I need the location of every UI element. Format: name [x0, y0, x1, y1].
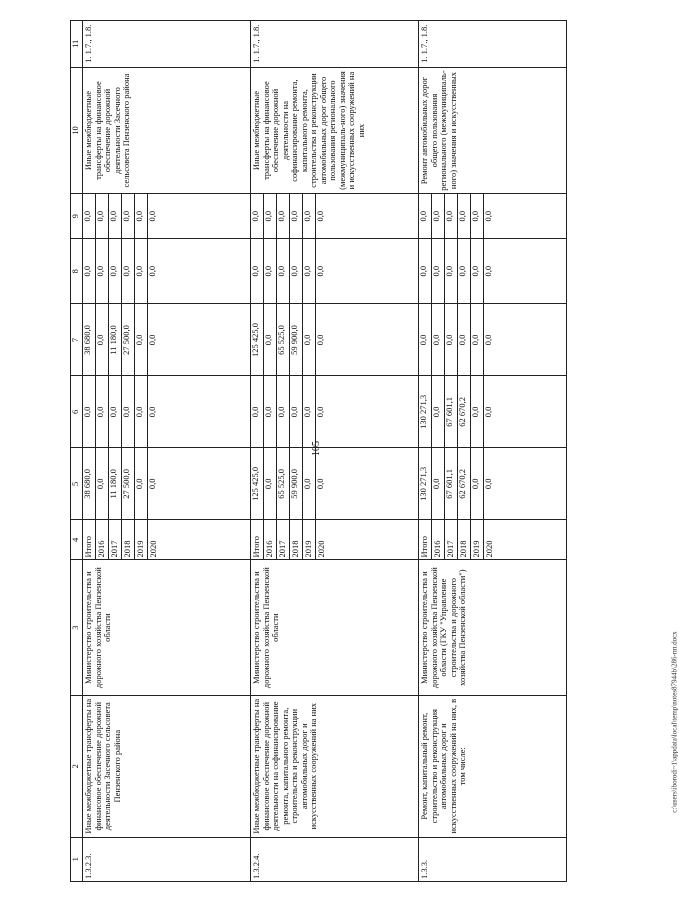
value-cell: 0,0: [303, 194, 316, 238]
value-cell: 0,0: [264, 376, 277, 448]
value-cell: 0,0: [458, 304, 471, 376]
value-cell: 0,0: [135, 448, 148, 520]
value-cell: 0,0: [471, 376, 484, 448]
value-cell: 0,0: [264, 448, 277, 520]
value-cell: 0,0: [251, 238, 264, 304]
header-col-8: 8: [71, 238, 83, 304]
value-cell: 0,0: [316, 238, 419, 304]
value-cell: 0,0: [484, 448, 567, 520]
row-executor: Министерство строительства и дорожного хозяйства Пензенской области (ГКУ "Управление строительства и дорожного хозяйства Пензенской области"): [419, 560, 567, 695]
value-cell: 0,0: [484, 238, 567, 304]
year-cell: 2020: [484, 520, 567, 560]
header-col-3: 3: [71, 560, 83, 695]
value-cell: 0,0: [445, 194, 458, 238]
row-link: 1. 1.7., 1.8.: [83, 21, 251, 68]
value-cell: 0,0: [432, 448, 445, 520]
year-cell: 2016: [264, 520, 277, 560]
value-cell: 0,0: [122, 238, 135, 304]
value-cell: 0,0: [148, 304, 251, 376]
page-number: 105: [311, 441, 322, 456]
value-cell: 62 670,2: [458, 376, 471, 448]
year-cell: Итого: [419, 520, 432, 560]
value-cell: 0,0: [484, 376, 567, 448]
value-cell: 0,0: [458, 194, 471, 238]
year-cell: 2019: [303, 520, 316, 560]
row-result: Иные межбюджетные трансферты на финансовое обеспечение дорожной деятельности Засечного сельсовета Пензенского района: [83, 67, 251, 194]
value-cell: 0,0: [432, 238, 445, 304]
value-cell: 0,0: [445, 238, 458, 304]
row-link: 1. 1.7., 1.8.: [419, 21, 567, 68]
program-table: [70, 20, 567, 882]
value-cell: 0,0: [484, 304, 567, 376]
value-cell: 0,0: [96, 448, 109, 520]
header-row: [71, 21, 83, 882]
value-cell: 0,0: [316, 304, 419, 376]
value-cell: 0,0: [419, 238, 432, 304]
year-cell: Итого: [83, 520, 96, 560]
row-code: 1.3.2.3.: [83, 837, 251, 881]
value-cell: 62 670,2: [458, 448, 471, 520]
value-cell: 0,0: [83, 238, 96, 304]
header-col-9: 9: [71, 194, 83, 238]
value-cell: 0,0: [316, 448, 419, 520]
program-table-container: [70, 20, 630, 882]
value-cell: 0,0: [251, 194, 264, 238]
value-cell: 11 180,0: [109, 304, 122, 376]
row-result: Ремонт автомобильных дорог общего пользования регионального (межмуниципаль-ного) значения и искусственных: [419, 67, 567, 194]
value-cell: 0,0: [135, 194, 148, 238]
value-cell: 0,0: [471, 194, 484, 238]
value-cell: 0,0: [277, 194, 290, 238]
value-cell: 0,0: [419, 304, 432, 376]
value-cell: 0,0: [148, 376, 251, 448]
row-link: 1. 1.7., 1.8.: [251, 21, 419, 68]
value-cell: 0,0: [432, 304, 445, 376]
footer-file-path: c:\users\iborodi~1\appdata\local\temp\notes87944b\286-пп.docx: [670, 631, 679, 813]
value-cell: 0,0: [419, 194, 432, 238]
value-cell: 0,0: [109, 194, 122, 238]
header-col-10: 10: [71, 67, 83, 194]
value-cell: 0,0: [471, 304, 484, 376]
year-cell: 2018: [122, 520, 135, 560]
row-result: Иные межбюджетные трансферты на финансовое обеспечение дорожной деятельности на софинансирование ремонта, капитального ремонта, строительства и реконструкции автомобильных дорог общего пользования регионального (межмуниципаль-ного) значения и искусственных сооружений на них: [251, 67, 419, 194]
year-cell: 2019: [471, 520, 484, 560]
value-cell: 0,0: [432, 194, 445, 238]
row-executor: Министерство строительства и дорожного хозяйства Пензенской области: [83, 560, 251, 695]
year-cell: 2017: [109, 520, 122, 560]
row-name: Иные межбюджетные трансферты на финансовое обеспечение дорожной деятельности на софинансирование ремонта, капитального ремонта, строительства и реконструкции автомобильных дорог и искусственных сооружений на них: [251, 695, 419, 837]
value-cell: 0,0: [264, 238, 277, 304]
value-cell: 0,0: [290, 376, 303, 448]
header-col-1: 1: [71, 837, 83, 881]
table-row: [83, 21, 96, 882]
header-col-5: 5: [71, 448, 83, 520]
year-cell: 2018: [290, 520, 303, 560]
value-cell: 0,0: [122, 194, 135, 238]
value-cell: 0,0: [83, 376, 96, 448]
row-name: Ремонт, капитальный ремонт, строительство и реконструкция автомобильных дорог и искусственных сооружений на них, в том числе:: [419, 695, 567, 837]
value-cell: 27 500,0: [122, 304, 135, 376]
value-cell: 65 525,0: [277, 304, 290, 376]
value-cell: 0,0: [458, 238, 471, 304]
value-cell: 0,0: [316, 376, 419, 448]
value-cell: 0,0: [135, 238, 148, 304]
value-cell: 0,0: [471, 448, 484, 520]
table-body: [83, 21, 567, 882]
value-cell: 0,0: [264, 194, 277, 238]
value-cell: 0,0: [264, 304, 277, 376]
value-cell: 0,0: [83, 194, 96, 238]
value-cell: 125 425,0: [251, 304, 264, 376]
value-cell: 38 680,0: [83, 448, 96, 520]
year-cell: 2018: [458, 520, 471, 560]
value-cell: 11 180,0: [109, 448, 122, 520]
value-cell: 0,0: [445, 304, 458, 376]
value-cell: 0,0: [96, 304, 109, 376]
table-row: [251, 21, 264, 882]
row-executor: Министерство строительства и дорожного хозяйства Пензенской области: [251, 560, 419, 695]
value-cell: 0,0: [135, 376, 148, 448]
header-col-4: 4: [71, 520, 83, 560]
value-cell: 0,0: [303, 376, 316, 448]
row-name: Иные межбюджетные трансферты на финансовое обеспечение дорожной деятельности Засечного сельсовета Пензенского района: [83, 695, 251, 837]
year-cell: 2020: [316, 520, 419, 560]
value-cell: 67 601,1: [445, 448, 458, 520]
table-row: [419, 21, 432, 882]
value-cell: 67 601,1: [445, 376, 458, 448]
year-cell: 2017: [445, 520, 458, 560]
value-cell: 0,0: [471, 238, 484, 304]
value-cell: 0,0: [303, 238, 316, 304]
value-cell: 0,0: [303, 448, 316, 520]
value-cell: 0,0: [109, 376, 122, 448]
header-col-11: 11: [71, 21, 83, 68]
value-cell: 27 500,0: [122, 448, 135, 520]
value-cell: 0,0: [277, 376, 290, 448]
value-cell: 59 900,0: [290, 448, 303, 520]
year-cell: 2016: [432, 520, 445, 560]
year-cell: 2016: [96, 520, 109, 560]
value-cell: 0,0: [484, 194, 567, 238]
row-code: 1.3.3.: [419, 837, 567, 881]
value-cell: 65 525,0: [277, 448, 290, 520]
value-cell: 130 271,3: [419, 376, 432, 448]
value-cell: 0,0: [251, 376, 264, 448]
value-cell: 0,0: [148, 194, 251, 238]
value-cell: 0,0: [148, 448, 251, 520]
value-cell: 0,0: [135, 304, 148, 376]
value-cell: 59 900,0: [290, 304, 303, 376]
value-cell: 0,0: [316, 194, 419, 238]
header-col-2: 2: [71, 695, 83, 837]
value-cell: 0,0: [290, 238, 303, 304]
value-cell: 0,0: [148, 238, 251, 304]
value-cell: 0,0: [96, 376, 109, 448]
value-cell: 0,0: [96, 238, 109, 304]
value-cell: 0,0: [122, 376, 135, 448]
value-cell: 0,0: [303, 304, 316, 376]
year-cell: Итого: [251, 520, 264, 560]
value-cell: 125 425,0: [251, 448, 264, 520]
year-cell: 2017: [277, 520, 290, 560]
year-cell: 2019: [135, 520, 148, 560]
header-col-7: 7: [71, 304, 83, 376]
value-cell: 0,0: [96, 194, 109, 238]
row-code: 1.3.2.4.: [251, 837, 419, 881]
value-cell: 0,0: [432, 376, 445, 448]
year-cell: 2020: [148, 520, 251, 560]
value-cell: 38 680,0: [83, 304, 96, 376]
value-cell: 0,0: [290, 194, 303, 238]
value-cell: 0,0: [277, 238, 290, 304]
value-cell: 0,0: [109, 238, 122, 304]
value-cell: 130 271,3: [419, 448, 432, 520]
header-col-6: 6: [71, 376, 83, 448]
